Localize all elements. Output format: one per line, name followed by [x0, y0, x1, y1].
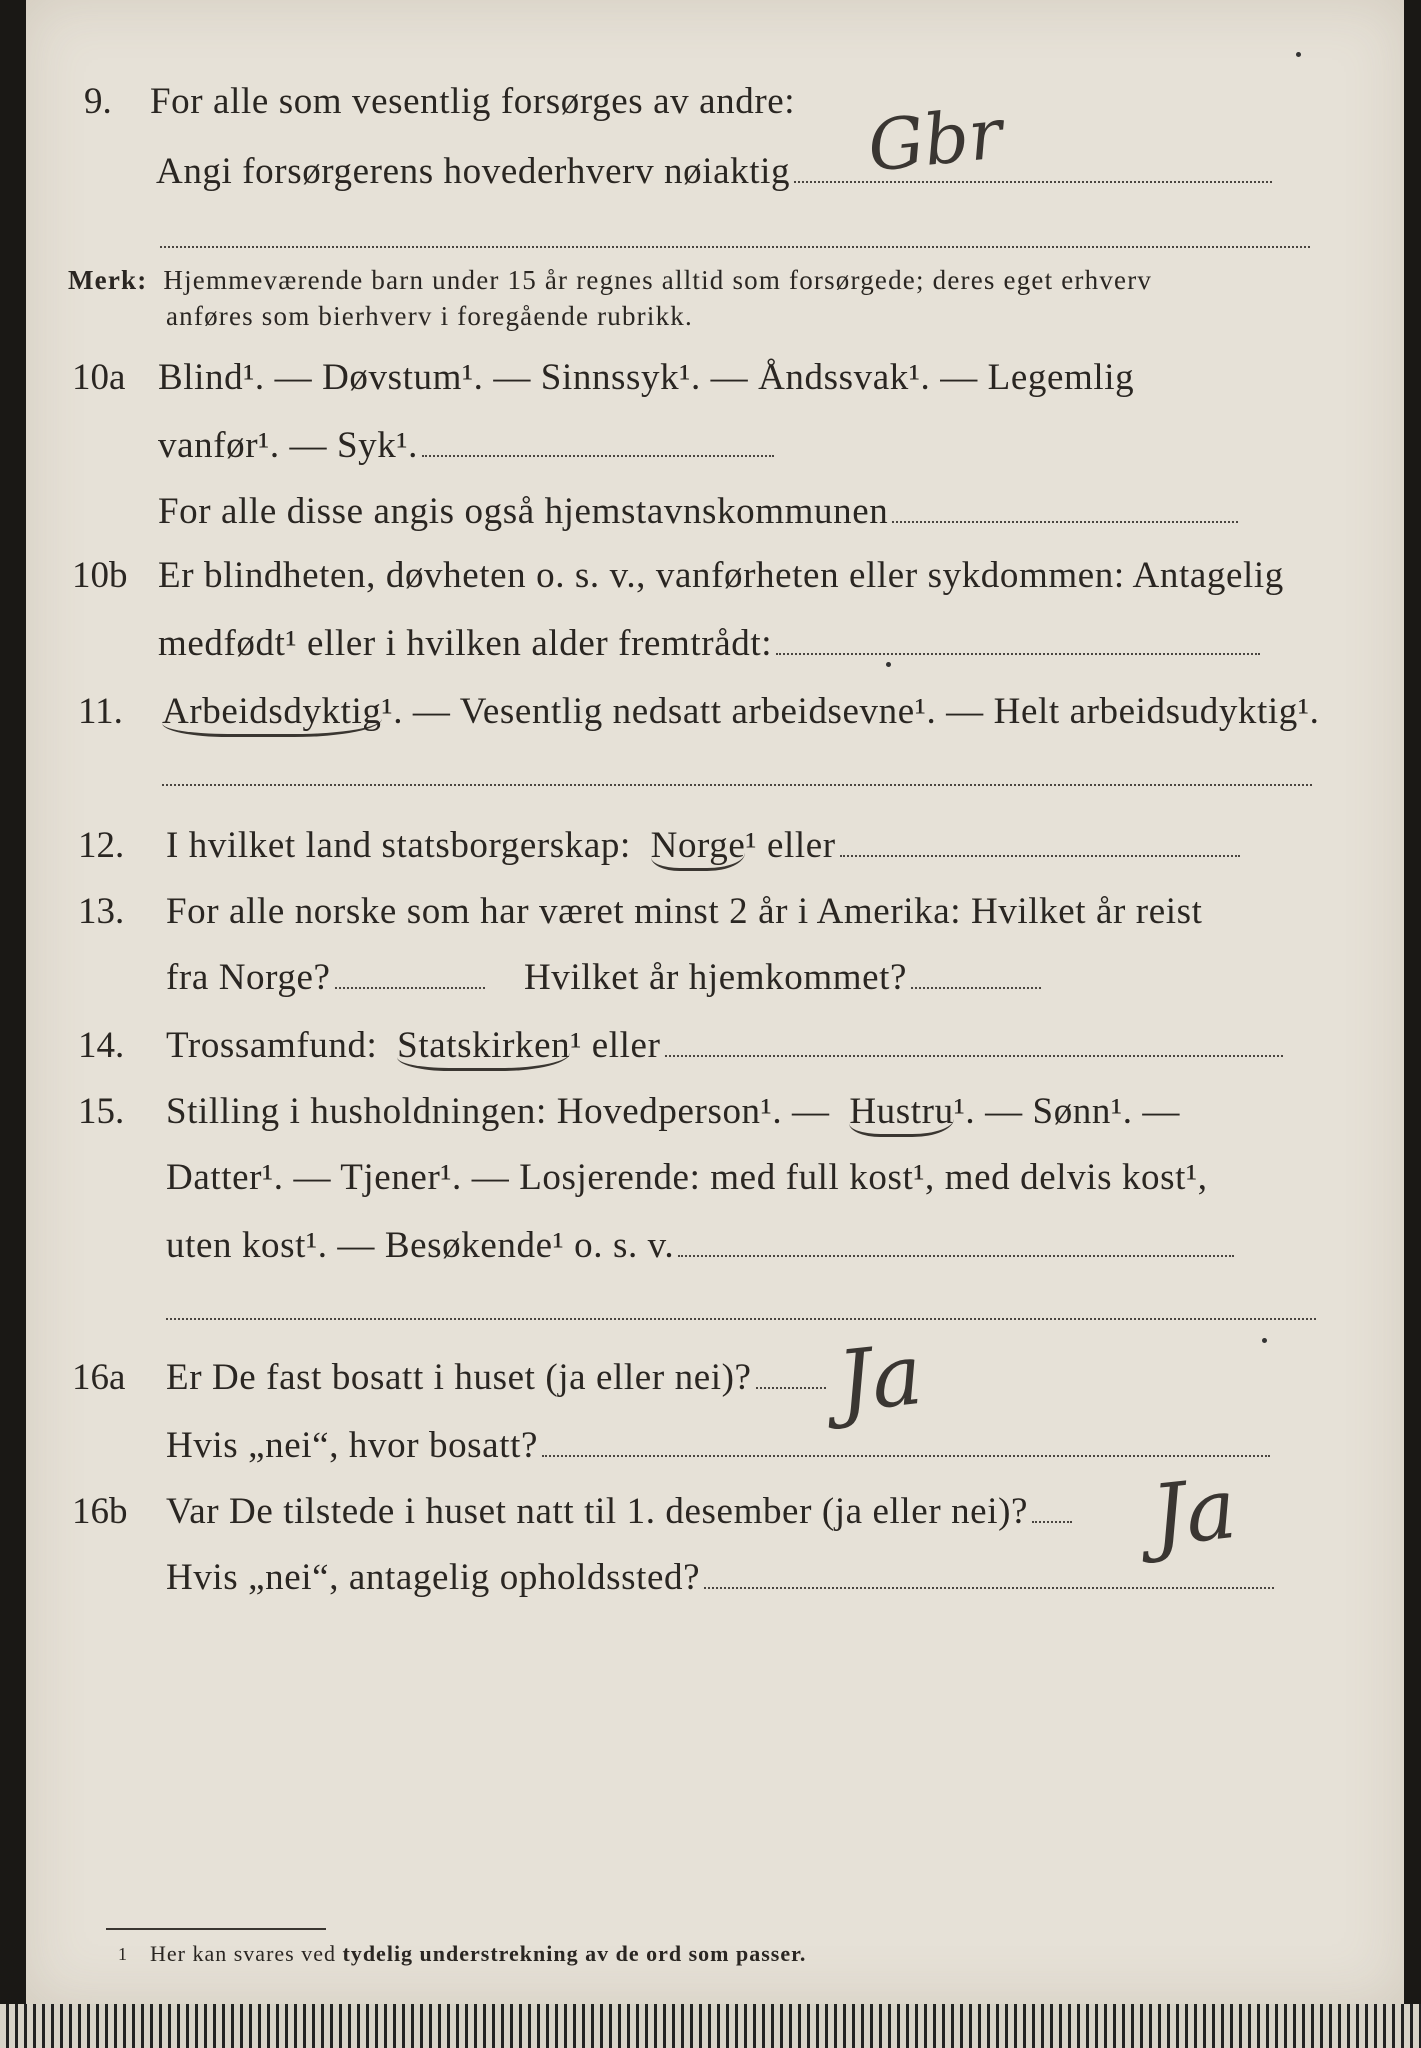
- q9-handwritten-answer: Gbr: [864, 92, 1007, 188]
- paper-speck: [1262, 1338, 1267, 1343]
- form-page: [26, 0, 1404, 2004]
- q12-line: I hvilket land statsborgerskap: Norge¹ eller: [166, 824, 1240, 868]
- q16a-line1: Er De fast bosatt i huset (ja eller nei)?: [166, 1356, 826, 1400]
- q15-line1: Stilling i husholdningen: Hovedperson¹. — Hustru¹. — Sønn¹. —: [166, 1090, 1180, 1134]
- q10a-number: 10a: [72, 357, 126, 398]
- q13-line1: For alle norske som har været minst 2 år i Amerika: Hvilket år reist: [166, 891, 1203, 932]
- q10a-line2: vanfør¹. — Syk¹.: [158, 424, 774, 468]
- q11-answer-line: [162, 784, 1312, 786]
- q16a-number: 16a: [72, 1357, 126, 1398]
- q14-line: Trossamfund: Statskirken¹ eller: [166, 1024, 1283, 1068]
- q10a-line1: Blind¹. — Døvstum¹. — Sinnssyk¹. — Åndssvak¹. — Legemlig: [158, 357, 1135, 398]
- q14-number: 14.: [78, 1025, 125, 1066]
- q16b-line2: Hvis „nei“, antagelig opholdssted?: [166, 1556, 1274, 1600]
- q9-line2: Angi forsørgerens hovederhverv nøiaktig: [156, 150, 1272, 194]
- merk-line1: Merk: Hjemmeværende barn under 15 år regnes alltid som forsørgede; deres eget erhverv: [68, 265, 1153, 295]
- q15-line2: Datter¹. — Tjener¹. — Losjerende: med full kost¹, med delvis kost¹,: [166, 1157, 1208, 1198]
- q9-line1: For alle som vesentlig forsørges av andre:: [150, 81, 796, 122]
- q15-number: 15.: [78, 1091, 125, 1132]
- q15-underlined-choice: Hustru: [849, 1091, 953, 1137]
- scan-edge-strip: [0, 2004, 1421, 2048]
- q16a-line2: Hvis „nei“, hvor bosatt?: [166, 1424, 1270, 1468]
- q13-line2: fra Norge? Hvilket år hjemkommet?: [166, 956, 1041, 1000]
- q12-underlined-choice: Norge: [651, 825, 746, 871]
- q12-number: 12.: [78, 825, 125, 866]
- q16a-handwritten-answer: Ja: [833, 1324, 927, 1432]
- q10a-line3: For alle disse angis også hjemstavnskommunen: [158, 490, 1238, 534]
- q9-number: 9.: [84, 81, 112, 122]
- q10b-line1: Er blindheten, døvheten o. s. v., vanførheten eller sykdommen: Antagelig: [158, 555, 1284, 596]
- q10b-line2: medfødt¹ eller i hvilken alder fremtrådt:: [158, 622, 1260, 666]
- q16b-handwritten-answer: Ja: [1147, 1458, 1241, 1566]
- q13-number: 13.: [78, 891, 125, 932]
- paper-speck: [1296, 52, 1301, 57]
- q16b-number: 16b: [72, 1491, 128, 1532]
- q14-underlined-choice: Statskirken: [397, 1025, 570, 1071]
- q11-number: 11.: [78, 691, 123, 732]
- q10b-number: 10b: [72, 555, 128, 596]
- paper-speck: [886, 662, 891, 667]
- merk-line2: anføres som bierhverv i foregående rubrikk.: [166, 301, 693, 331]
- q11-underlined-choice: Arbeidsdyktig: [162, 691, 382, 737]
- q16b-line1: Var De tilstede i huset natt til 1. desember (ja eller nei)?: [166, 1490, 1072, 1534]
- q11-line: Arbeidsdyktig¹. — Vesentlig nedsatt arbeidsevne¹. — Helt arbeidsudyktig¹.: [162, 690, 1319, 734]
- q9-answer-line: [160, 246, 1310, 248]
- q15-answer-line: [166, 1318, 1316, 1320]
- footnote: 1 Her kan svares ved tydelig understrekning av de ord som passer.: [118, 1941, 807, 1966]
- q15-line3: uten kost¹. — Besøkende¹ o. s. v.: [166, 1224, 1234, 1268]
- footnote-rule: [106, 1928, 326, 1930]
